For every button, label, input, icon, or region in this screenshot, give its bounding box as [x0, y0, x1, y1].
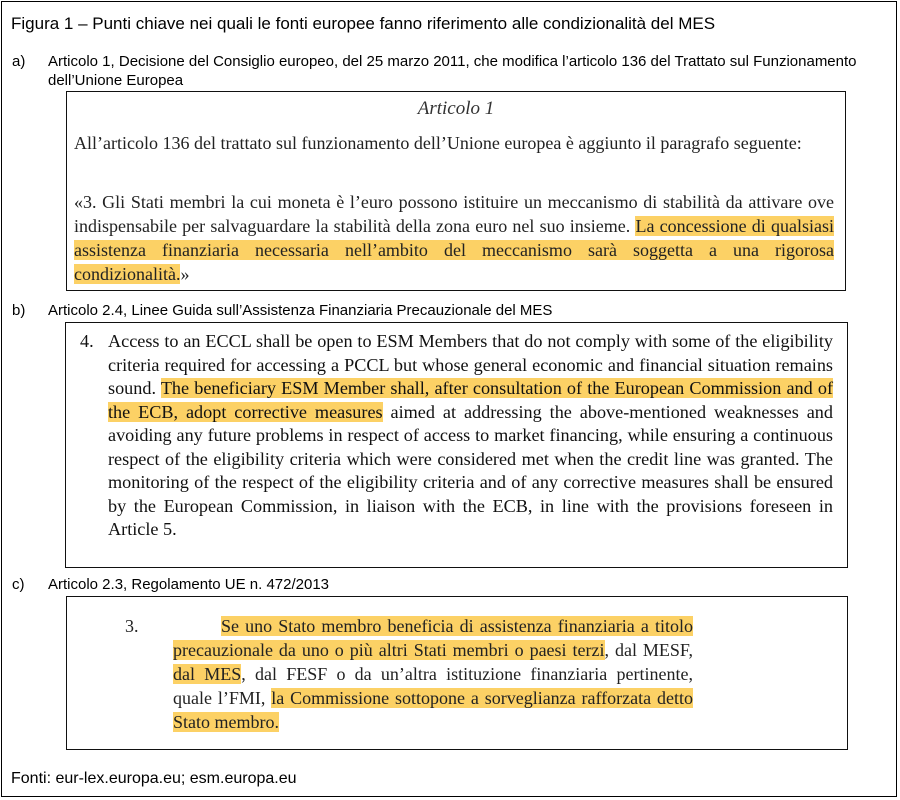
highlighted-text: la Commissione sottopone a sorveglianza rafforzata detto Stato membro. [173, 688, 694, 732]
excerpt-intro: All’articolo 136 del trattato sul funzionamento dell’Unione europea è aggiunto il paragrafo seguente: [74, 133, 802, 153]
highlighted-text: The beneficiary ESM Member shall, after consultation of the European Commission and of the ECB, adopt corrective measures [108, 378, 834, 422]
sources-note: Fonti: eur-lex.europa.eu; esm.europa.eu [11, 770, 297, 787]
body-text: , dal FESF o da un’altra istituzione finanziaria pertinente, quale l’FMI, [173, 664, 693, 708]
body-text: «3. Gli Stati membri la cui moneta è l’euro possono istituire un meccanismo di stabilità da attivare ove indispensabile per salvaguardare la stabilità della zona euro nel suo insieme. [74, 192, 834, 236]
figure-title: Figura 1 – Punti chiave nei quali le fonti europee fanno riferimento alle condizionalità del MES [11, 14, 716, 33]
section-title: Articolo 2.4, Linee Guida sull’Assistenza Finanziaria Precauzionale del MES [48, 302, 553, 319]
body-text: , dal MESF, [604, 640, 693, 660]
article-heading: Articolo 1 [417, 98, 495, 119]
section-title: Articolo 1, Decisione del Consiglio europeo, del 25 marzo 2011, che modifica l’articolo 136 del Trattato sul Funzionamento dell’Unione Europea [48, 53, 857, 89]
body-text: Access to an ECCL shall be open to ESM Members that do not comply with some of the eligibility criteria required for accessing a PCCL but whose general economic and financial situation remains sound. [108, 331, 833, 398]
section-letter: b) [12, 302, 26, 319]
highlighted-text: dal MES [173, 664, 242, 684]
highlighted-text: La concessione di qualsiasi assistenza finanziaria necessaria nell’ambito del meccanismo sarà soggetta a una rigorosa condizionalità. [74, 216, 834, 284]
section-letter: a) [12, 53, 26, 70]
excerpt-box-b [65, 322, 848, 568]
excerpt-body [74, 190, 834, 286]
highlighted-text: Se uno Stato membro beneficia di assistenza finanziaria a titolo precauzionale da uno o più altri Stati membri o paesi terzi [173, 616, 693, 660]
body-end: » [180, 264, 190, 284]
body-text: aimed at addressing the above-mentioned weaknesses and avoiding any future problems in respect of access to market financing, while ensuring a continuous respect of the eligibility criteria which were considered met when the credit line was granted. The monitoring of the respect of the eligibility criteria and of any corrective measures shall be ensured by the European Commission, in liaison with the ECB, in line with the provisions foreseen in Article 5. [108, 401, 833, 539]
paragraph-number: 3. [125, 616, 139, 636]
paragraph-number: 4. [80, 331, 94, 351]
excerpt-body [108, 330, 833, 542]
excerpt-body [125, 614, 694, 734]
figure-frame [1, 1, 897, 797]
excerpt-box-a [66, 91, 846, 291]
section-letter: c) [12, 576, 25, 593]
excerpt-box-c [66, 596, 848, 750]
section-title: Articolo 2.3, Regolamento UE n. 472/2013 [48, 576, 330, 593]
